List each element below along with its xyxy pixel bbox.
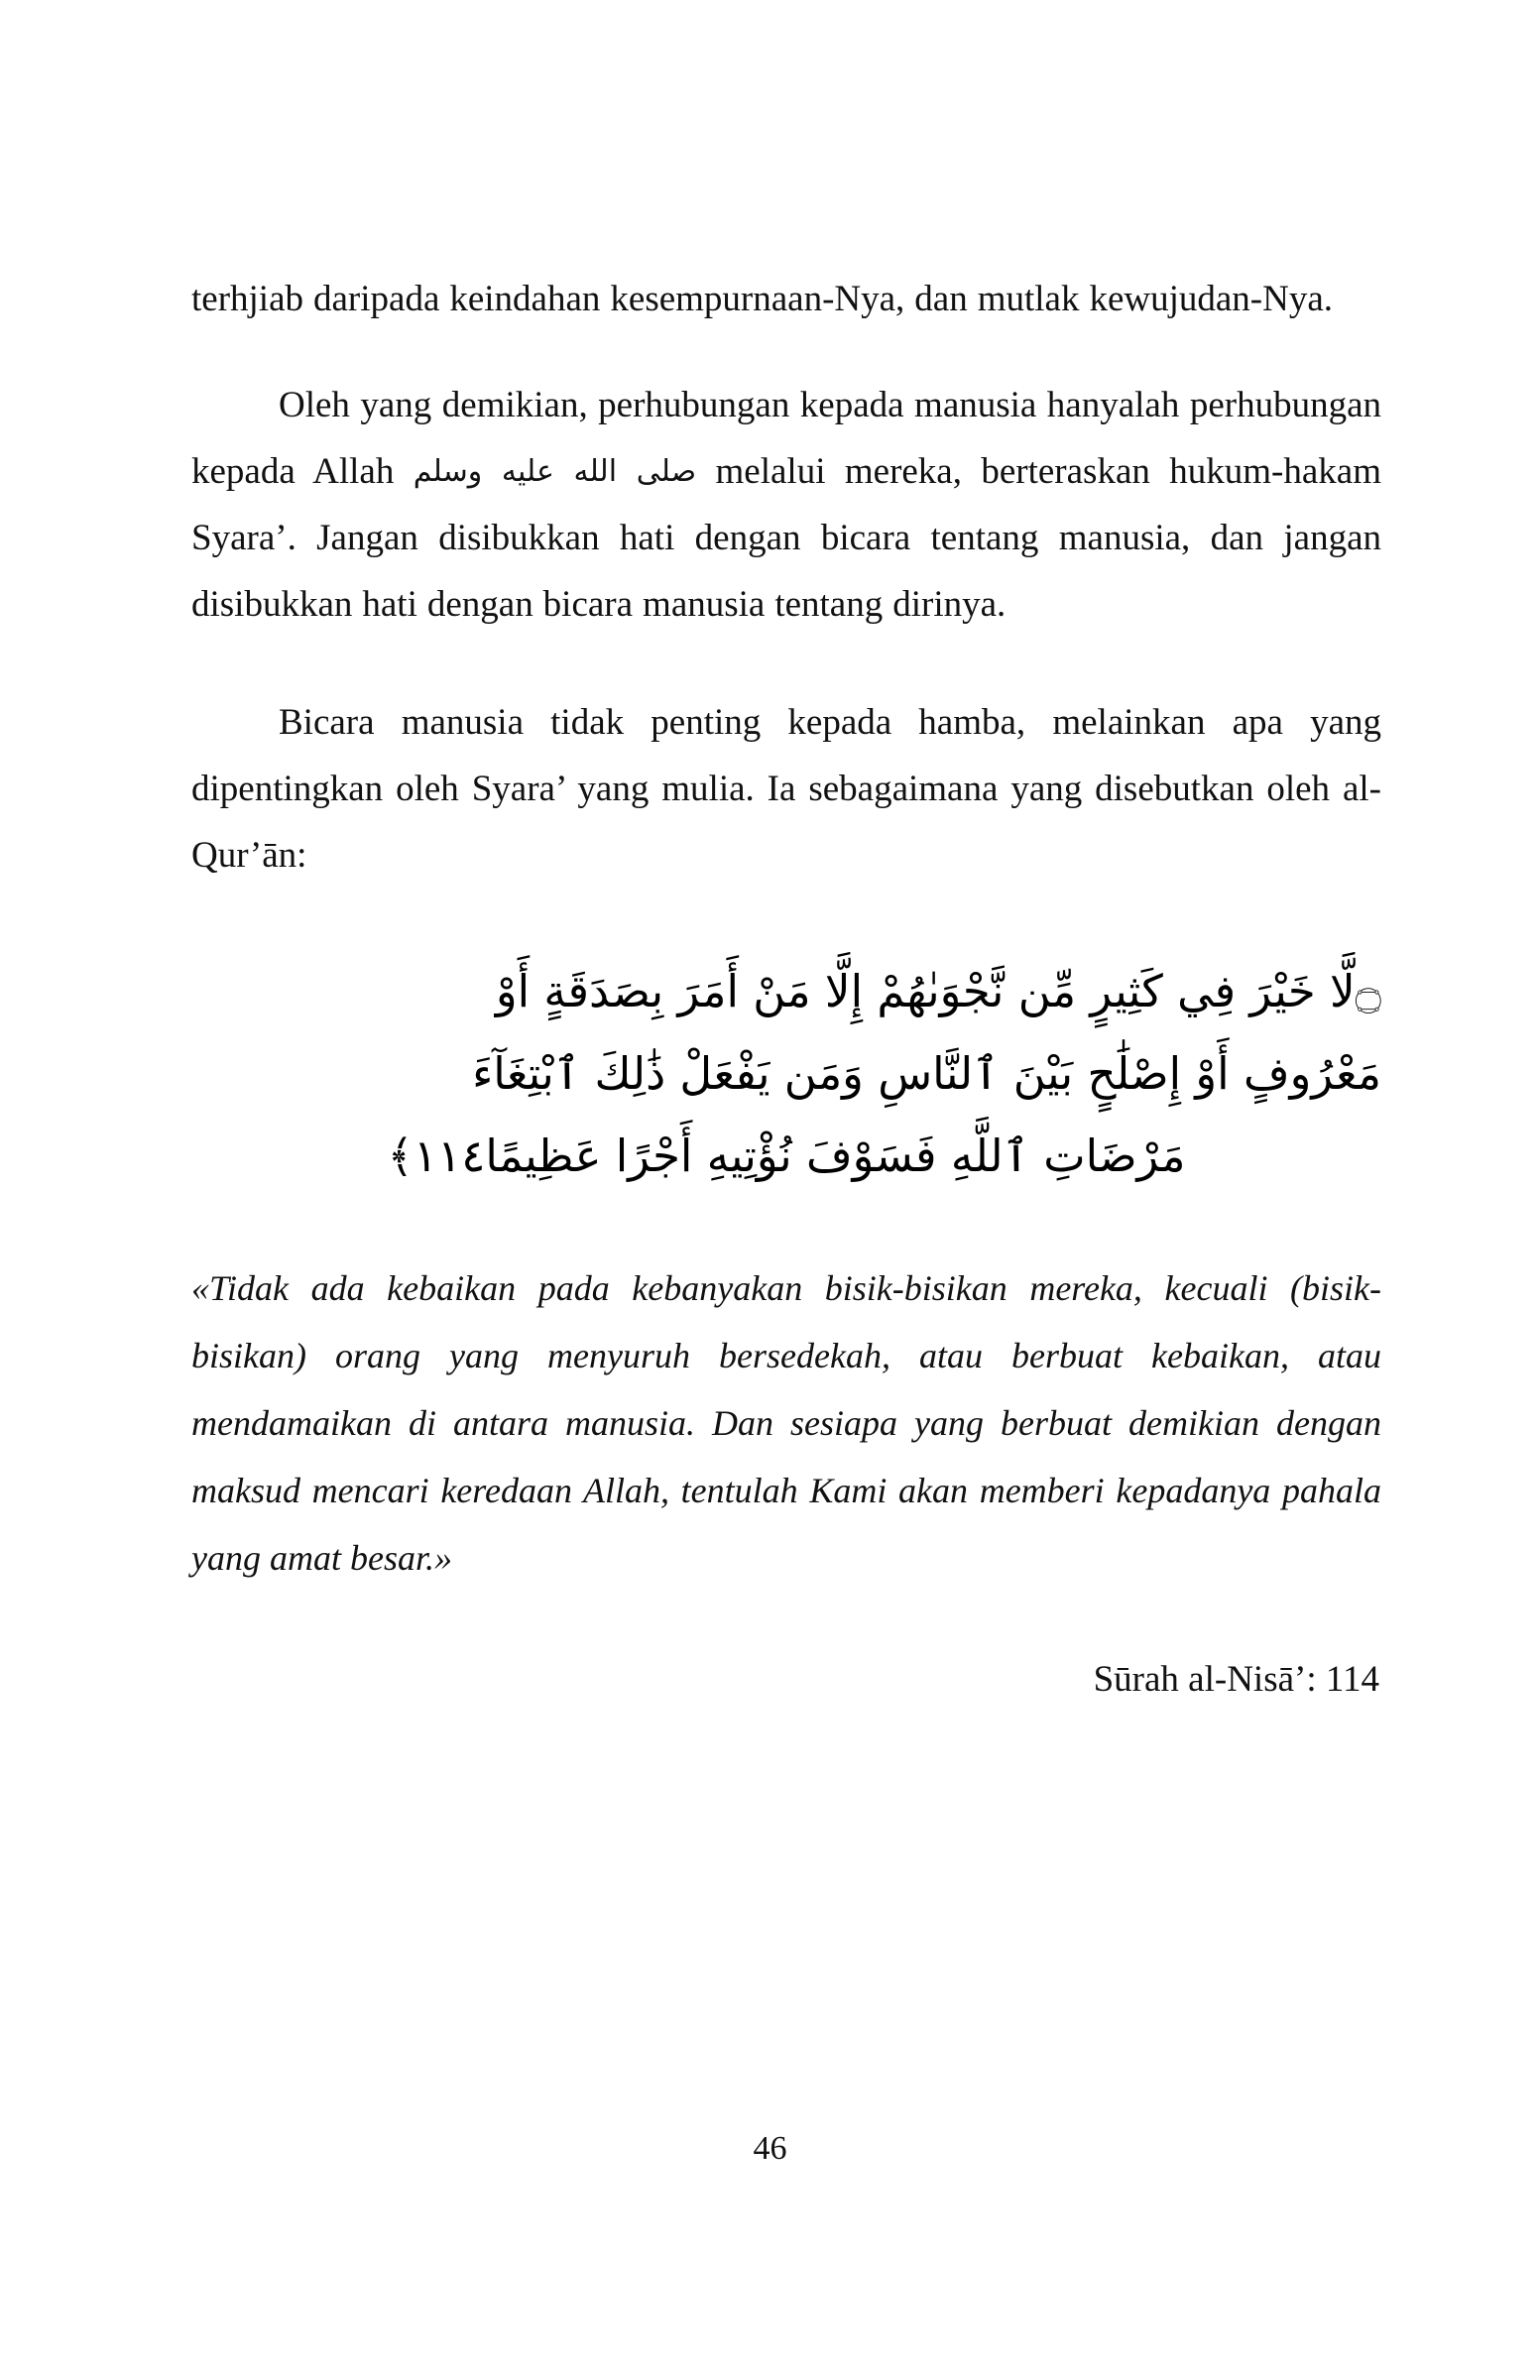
- quran-verse-line-2: مَعْرُوفٍ أَوْ إِصْلَٰحٍ بَيْنَ ٱلنَّاسِ وَمَن يَفْعَلْ ذَٰلِكَ ٱبْتِغَآءَ: [472, 1047, 1381, 1100]
- paragraph-spacer: [191, 332, 1381, 372]
- paragraph-oleh-yang-demikian: [191, 372, 1381, 638]
- paragraph-spacer: [191, 638, 1381, 689]
- page-content-area: [191, 266, 1381, 1707]
- quran-verse-block: [191, 950, 1381, 1197]
- verse-translation: «Tidak ada kebaikan pada kebanyakan bisik-bisikan mereka, kecuali (bisik-bisikan) orang yang menyuruh bersedekah, atau berbuat kebaikan, atau mendamaikan di antara manusia. Dan sesiapa yang berbuat demikian dengan maksud mencari keredaan Allah, tentulah Kami akan memberi kepadanya pahala yang amat besar.»: [191, 1268, 1381, 1578]
- paragraph-text-before-honorific: Oleh yang demikian, perhubungan kepada manusia hanyalah perhubungan kepada Allah: [191, 385, 1381, 492]
- paragraph-continuation: terhjiab daripada keindahan kesempurnaan-Nya, dan mutlak kewujudan-Nya.: [191, 279, 1334, 319]
- paragraph-bicara-manusia: Bicara manusia tidak penting kepada hamba, melainkan apa yang dipentingkan oleh Syara’ yang mulia. Ia sebagaimana yang disebutkan oleh al-Qur’ān:: [191, 702, 1381, 876]
- verse-citation: Sūrah al-Nisā’: 114: [1093, 1659, 1379, 1700]
- page-number: 46: [753, 2130, 787, 2167]
- quran-verse-line-1: ۝لَّا خَيْرَ فِي كَثِيرٍ مِّن نَّجْوَىٰهُمْ إِلَّا مَنْ أَمَرَ بِصَدَقَةٍ أَوْ: [495, 965, 1381, 1017]
- quran-verse-line-3: مَرْضَاتِ ٱللَّهِ فَسَوْفَ نُؤْتِيهِ أَجْرًا عَظِيمًا١١٤﴾: [387, 1130, 1186, 1182]
- subhanahu-wa-taala-icon: صلى الله عليه وسلم: [413, 454, 697, 489]
- paragraph-text-after-honorific: melalui mereka, berteraskan hukum-hakam Syara’. Jangan disibukkan hati dengan bicara tentang manusia, dan jangan disibukkan hati dengan bicara manusia tentang dirinya.: [191, 451, 1381, 625]
